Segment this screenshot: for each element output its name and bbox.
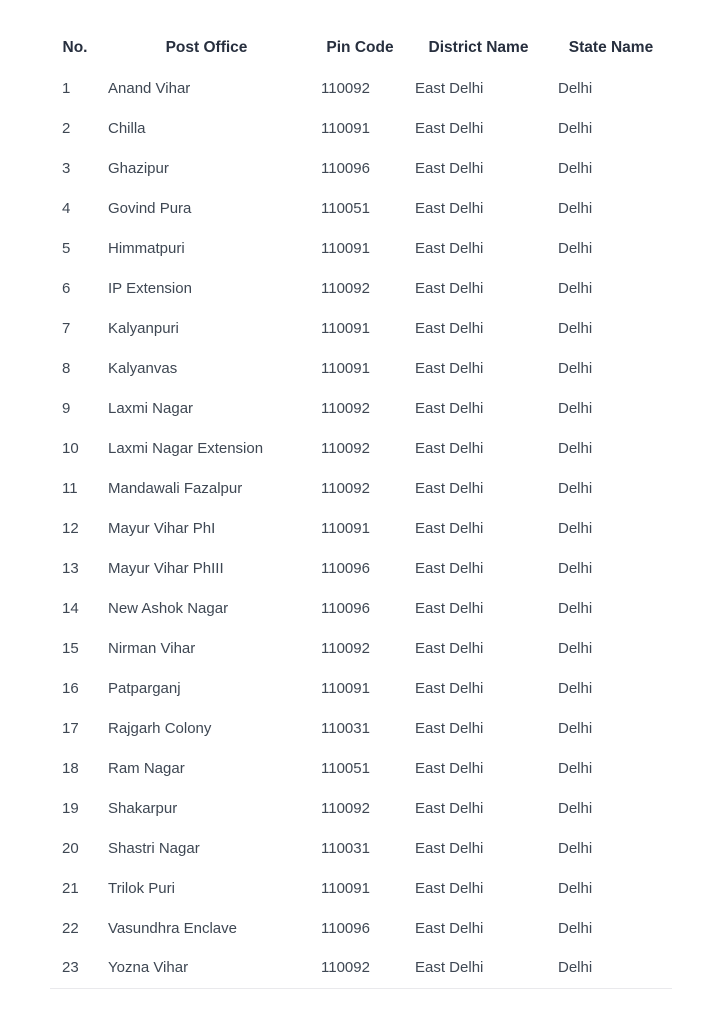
table-row	[50, 668, 672, 708]
table-cell-no: 3	[62, 159, 71, 177]
table-cell-state: Delhi	[558, 359, 593, 377]
table-cell-district: East Delhi	[415, 559, 484, 577]
table-cell-pin_code: 110092	[321, 439, 370, 457]
table-row	[50, 828, 672, 868]
table-cell-post_office: Nirman Vihar	[108, 639, 196, 657]
table-cell-post_office: Kalyanvas	[108, 359, 178, 377]
table-cell-no: 6	[62, 279, 71, 297]
table-cell-state: Delhi	[558, 719, 593, 737]
table-cell-post_office: Anand Vihar	[108, 79, 191, 97]
table-cell-post_office: Mandawali Fazalpur	[108, 479, 243, 497]
table-cell-post_office: Rajgarh Colony	[108, 719, 212, 737]
table-cell-post_office: Ram Nagar	[108, 759, 185, 777]
table-row	[50, 348, 672, 388]
table-cell-post_office: Laxmi Nagar	[108, 399, 194, 417]
table-cell-state: Delhi	[558, 479, 593, 497]
table-cell-no: 1	[62, 79, 71, 97]
table-cell-pin_code: 110031	[321, 839, 370, 857]
table-cell-no: 11	[62, 479, 78, 497]
table-cell-no: 12	[62, 519, 79, 537]
table-cell-no: 16	[62, 679, 79, 697]
table-cell-state: Delhi	[558, 279, 593, 297]
table-header-row	[50, 28, 672, 68]
table-cell-pin_code: 110096	[321, 559, 370, 577]
table-cell-state: Delhi	[558, 319, 593, 337]
table-cell-no: 22	[62, 919, 79, 937]
table-cell-post_office: Himmatpuri	[108, 239, 185, 257]
table-cell-pin_code: 110092	[321, 639, 370, 657]
table-cell-post_office: IP Extension	[108, 279, 192, 297]
table-cell-no: 7	[62, 319, 71, 337]
table-cell-district: East Delhi	[415, 479, 484, 497]
table-row	[50, 68, 672, 108]
table-row	[50, 588, 672, 628]
table-cell-district: East Delhi	[415, 239, 484, 257]
column-header-post-office: Post Office	[165, 39, 248, 56]
table-cell-state: Delhi	[558, 519, 593, 537]
table-cell-post_office: Shastri Nagar	[108, 839, 200, 857]
column-header-no: No.	[62, 39, 88, 56]
table-row	[50, 708, 672, 748]
table-cell-post_office: Vasundhra Enclave	[108, 919, 237, 937]
table-cell-state: Delhi	[558, 959, 593, 977]
table-cell-no: 5	[62, 239, 71, 257]
table-cell-pin_code: 110091	[321, 319, 370, 337]
table-row	[50, 428, 672, 468]
post-office-table	[50, 28, 672, 989]
table-row	[50, 388, 672, 428]
table-cell-post_office: Shakarpur	[108, 799, 178, 817]
table-cell-district: East Delhi	[415, 719, 484, 737]
table-cell-no: 19	[62, 799, 79, 817]
table-cell-pin_code: 110092	[321, 799, 370, 817]
table-cell-no: 14	[62, 599, 79, 617]
table-cell-pin_code: 110092	[321, 399, 370, 417]
table-cell-no: 21	[62, 879, 79, 897]
table-cell-district: East Delhi	[415, 199, 484, 217]
table-row	[50, 628, 672, 668]
table-row	[50, 148, 672, 188]
table-cell-district: East Delhi	[415, 159, 484, 177]
table-row	[50, 868, 672, 908]
table-row	[50, 108, 672, 148]
table-row	[50, 228, 672, 268]
table-cell-no: 15	[62, 639, 79, 657]
table-cell-post_office: Mayur Vihar PhIII	[108, 559, 224, 577]
table-cell-district: East Delhi	[415, 759, 484, 777]
column-header-state: State Name	[568, 39, 654, 56]
table-cell-district: East Delhi	[415, 839, 484, 857]
table-cell-no: 23	[62, 959, 79, 977]
table-cell-pin_code: 110092	[321, 279, 370, 297]
table-body	[50, 68, 672, 988]
table-cell-district: East Delhi	[415, 679, 484, 697]
table-cell-pin_code: 110091	[321, 119, 370, 137]
table-cell-pin_code: 110092	[321, 79, 370, 97]
table-cell-post_office: Yozna Vihar	[108, 959, 189, 977]
table-cell-state: Delhi	[558, 759, 593, 777]
table-cell-state: Delhi	[558, 119, 593, 137]
table-cell-district: East Delhi	[415, 399, 484, 417]
table-cell-district: East Delhi	[415, 639, 484, 657]
table-cell-no: 20	[62, 839, 79, 857]
table-cell-pin_code: 110096	[321, 159, 370, 177]
table-cell-state: Delhi	[558, 399, 593, 417]
table-cell-state: Delhi	[558, 919, 593, 937]
table-cell-state: Delhi	[558, 639, 593, 657]
table-cell-pin_code: 110092	[321, 959, 370, 977]
table-cell-state: Delhi	[558, 839, 593, 857]
table-cell-no: 9	[62, 399, 71, 417]
table-cell-pin_code: 110051	[321, 199, 370, 217]
table-cell-state: Delhi	[558, 439, 593, 457]
table-cell-no: 2	[62, 119, 71, 137]
table-cell-post_office: New Ashok Nagar	[108, 599, 229, 617]
table-cell-post_office: Kalyanpuri	[108, 319, 179, 337]
table-cell-district: East Delhi	[415, 919, 484, 937]
table-cell-post_office: Laxmi Nagar Extension	[108, 439, 264, 457]
table-row	[50, 188, 672, 228]
table-cell-no: 8	[62, 359, 71, 377]
table-cell-post_office: Chilla	[108, 119, 146, 137]
table-cell-state: Delhi	[558, 879, 593, 897]
table-row	[50, 308, 672, 348]
table-cell-no: 17	[62, 719, 79, 737]
table-cell-post_office: Mayur Vihar PhI	[108, 519, 216, 537]
table-cell-district: East Delhi	[415, 879, 484, 897]
table-cell-no: 13	[62, 559, 79, 577]
table-cell-pin_code: 110092	[321, 479, 370, 497]
column-header-pin-code: Pin Code	[326, 39, 394, 56]
table-cell-pin_code: 110096	[321, 599, 370, 617]
table-cell-pin_code: 110091	[321, 879, 370, 897]
table-cell-no: 4	[62, 199, 71, 217]
table-row	[50, 468, 672, 508]
table-cell-pin_code: 110091	[321, 519, 370, 537]
table-cell-state: Delhi	[558, 799, 593, 817]
table-row	[50, 548, 672, 588]
table-cell-district: East Delhi	[415, 279, 484, 297]
table-row	[50, 508, 672, 548]
table-cell-pin_code: 110091	[321, 239, 370, 257]
table-cell-district: East Delhi	[415, 439, 484, 457]
table-cell-pin_code: 110091	[321, 359, 370, 377]
table-cell-state: Delhi	[558, 199, 593, 217]
table-cell-pin_code: 110051	[321, 759, 370, 777]
table-cell-pin_code: 110096	[321, 919, 370, 937]
table-cell-district: East Delhi	[415, 319, 484, 337]
table-row	[50, 788, 672, 828]
table-cell-post_office: Ghazipur	[108, 159, 169, 177]
table-row	[50, 948, 672, 988]
table-cell-pin_code: 110031	[321, 719, 370, 737]
table-cell-post_office: Patparganj	[108, 679, 181, 697]
table-row	[50, 908, 672, 948]
table-cell-post_office: Govind Pura	[108, 199, 192, 217]
table-cell-district: East Delhi	[415, 799, 484, 817]
table-cell-no: 18	[62, 759, 79, 777]
table-cell-district: East Delhi	[415, 119, 484, 137]
table-cell-district: East Delhi	[415, 519, 484, 537]
column-header-district: District Name	[428, 39, 529, 56]
table-cell-pin_code: 110091	[321, 679, 370, 697]
table-cell-district: East Delhi	[415, 599, 484, 617]
table-row	[50, 748, 672, 788]
table-cell-post_office: Trilok Puri	[108, 879, 175, 897]
table-cell-state: Delhi	[558, 679, 593, 697]
table-cell-district: East Delhi	[415, 959, 484, 977]
table-cell-state: Delhi	[558, 599, 593, 617]
table-cell-state: Delhi	[558, 79, 593, 97]
table-cell-state: Delhi	[558, 159, 593, 177]
table-cell-district: East Delhi	[415, 79, 484, 97]
table-cell-state: Delhi	[558, 559, 593, 577]
table-cell-no: 10	[62, 439, 79, 457]
table-row	[50, 268, 672, 308]
table-cell-state: Delhi	[558, 239, 593, 257]
table-cell-district: East Delhi	[415, 359, 484, 377]
